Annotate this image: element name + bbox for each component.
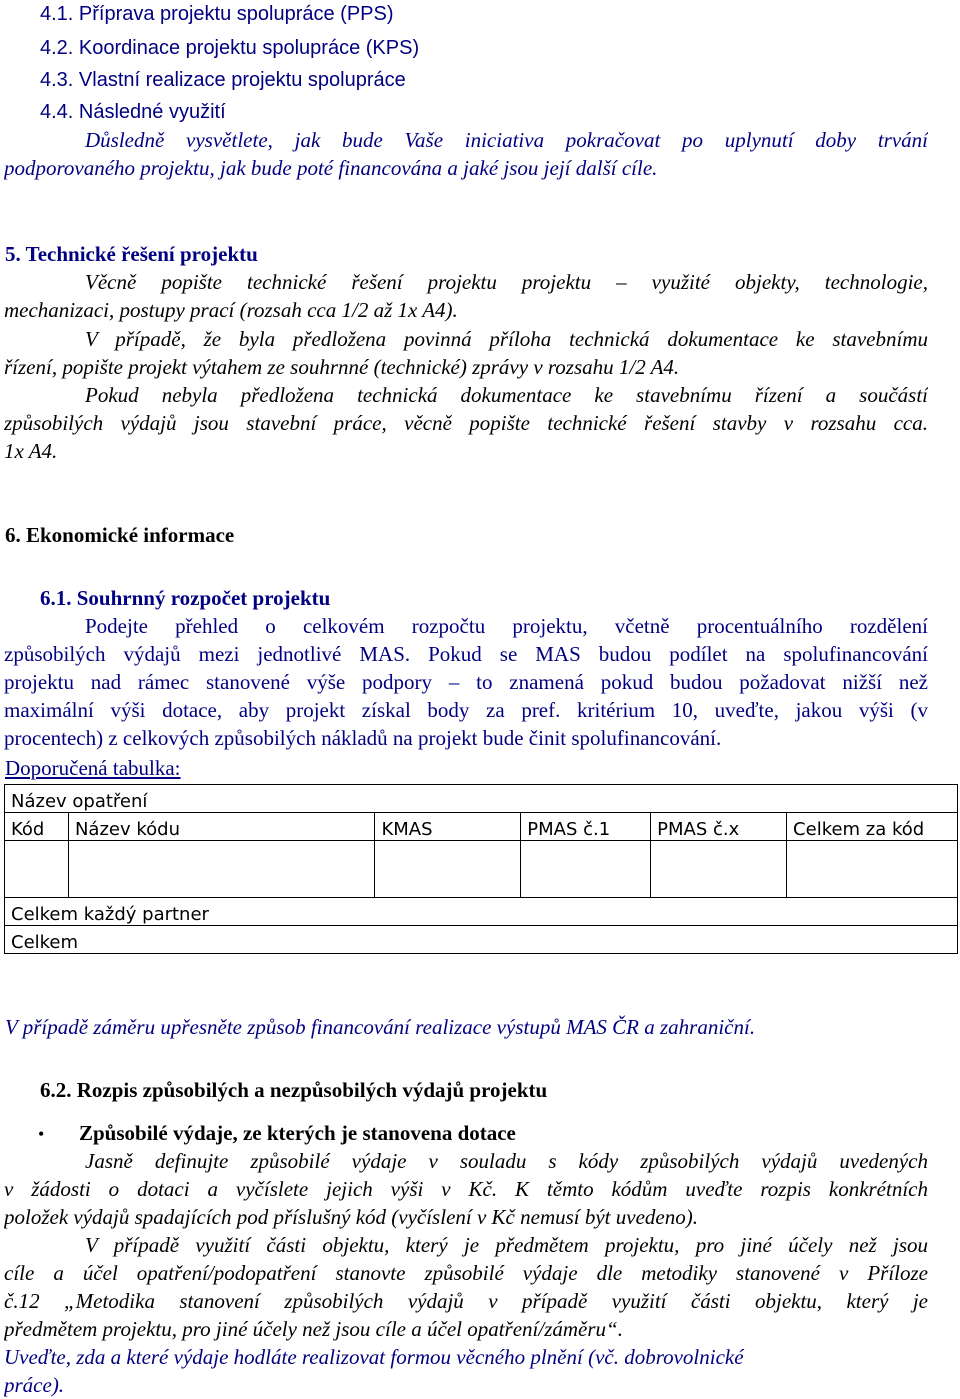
- table-row-empty: [5, 841, 958, 898]
- paragraph-line: práce).: [4, 1373, 65, 1397]
- paragraph-6-2b: [4, 1231, 928, 1343]
- table-cell-measure: Název opatření: [5, 785, 958, 813]
- table-header-cell: PMAS č.1: [521, 813, 651, 841]
- table-cell[interactable]: [787, 841, 958, 898]
- table-header-cell: PMAS č.x: [651, 813, 787, 841]
- paragraph-5b: [4, 325, 928, 381]
- paragraph-line: Důsledně vysvětlete, jak bude Vaše iniciativa pokračovat po uplynutí doby trvání: [85, 128, 928, 152]
- bullet-icon: •: [38, 1124, 45, 1144]
- paragraph-6-2a: [4, 1147, 928, 1231]
- heading-6-1: 6.1. Souhrnný rozpočet projektu: [40, 586, 331, 610]
- table-header-cell: Celkem za kód: [787, 813, 958, 841]
- paragraph-line: 1x A4.: [4, 439, 58, 463]
- table-cell-grand-total: Celkem: [5, 926, 958, 954]
- paragraph-line: položek výdajů spadajících pod příslušný kód (vyčíslení v Kč nemusí být uvedeno).: [4, 1205, 698, 1229]
- table-row: [5, 898, 958, 926]
- paragraph-line: cíle a účel opatření/podopatření stanovte způsobilé výdaje dle metodiky stanovené v Příloze: [4, 1261, 928, 1285]
- table-header-cell: Kód: [5, 813, 69, 841]
- paragraph-4-4: [4, 126, 928, 182]
- paragraph-5c: [4, 381, 928, 465]
- table-header-cell: KMAS: [375, 813, 521, 841]
- paragraph-5a: [4, 268, 928, 324]
- paragraph-line: projektu nad rámec stanovené výše podpory – to znamená pokud budou požadovat nižší než: [4, 670, 928, 694]
- table-cell-partner-total: Celkem každý partner: [5, 898, 958, 926]
- paragraph-line: Podejte přehled o celkovém rozpočtu projektu, včetně procentuálního rozdělení: [85, 614, 928, 638]
- table-header-row: [5, 813, 958, 841]
- heading-4-2: 4.2. Koordinace projektu spolupráce (KPS): [40, 37, 420, 59]
- heading-6-2: 6.2. Rozpis způsobilých a nezpůsobilých výdajů projektu: [40, 1078, 548, 1102]
- paragraph-line: řízení, popište projekt výtahem ze souhrnné (technické) zprávy v rozsahu 1/2 A4.: [4, 355, 680, 379]
- heading-eligible-expenses: Způsobilé výdaje, ze kterých je stanovena dotace: [79, 1121, 516, 1145]
- paragraph-line: maximální výši dotace, aby projekt získal body za pref. kritérium 10, uveďte, jakou výši (v: [4, 698, 928, 722]
- paragraph-line: v žádosti o dotaci a vyčíslete jejich výši v Kč. K těmto kódům uveďte rozpis konkrétních: [4, 1177, 928, 1201]
- table-cell[interactable]: [521, 841, 651, 898]
- paragraph-line: V případě využití části objektu, který je předmětem projektu, pro jiné účely než jsou: [85, 1233, 928, 1257]
- heading-6: 6. Ekonomické informace: [5, 523, 235, 547]
- note-mas-financing: V případě záměru upřesněte způsob financování realizace výstupů MAS ČR a zahraniční.: [5, 1015, 756, 1039]
- paragraph-6-2c: [4, 1343, 928, 1399]
- paragraph-6-1: [4, 612, 928, 752]
- heading-5: 5. Technické řešení projektu: [5, 242, 258, 266]
- table-header-cell: Název kódu: [68, 813, 375, 841]
- paragraph-line: Pokud nebyla předložena technická dokumentace ke stavebnímu řízení a součástí: [85, 383, 928, 407]
- table-cell[interactable]: [651, 841, 787, 898]
- budget-table: [4, 784, 958, 954]
- paragraph-line: Věcně popište technické řešení projektu projektu – využité objekty, technologie,: [85, 270, 928, 294]
- paragraph-line: podporovaného projektu, jak bude poté financována a jaké jsou její další cíle.: [4, 156, 658, 180]
- table-cell[interactable]: [375, 841, 521, 898]
- paragraph-line: mechanizaci, postupy prací (rozsah cca 1/2 až 1x A4).: [4, 298, 458, 322]
- paragraph-line: Uveďte, zda a které výdaje hodláte realizovat formou věcného plnění (vč. dobrovolnické: [4, 1345, 744, 1369]
- paragraph-line: Jasně definujte způsobilé výdaje v souladu s kódy způsobilých výdajů uvedených: [85, 1149, 928, 1173]
- paragraph-line: V případě, že byla předložena povinná příloha technická dokumentace ke stavebnímu: [85, 327, 928, 351]
- table-caption: Doporučená tabulka:: [5, 756, 181, 780]
- table-cell[interactable]: [68, 841, 375, 898]
- paragraph-line: procentech) z celkových způsobilých nákladů na projekt bude činit spolufinancování.: [4, 726, 722, 750]
- heading-4-3: 4.3. Vlastní realizace projektu spolupráce: [40, 69, 406, 91]
- paragraph-line: předmětem projektu, pro jiné účely než jsou cíle a účel opatření/záměru“.: [4, 1317, 623, 1341]
- table-row: [5, 926, 958, 954]
- heading-4-4: 4.4. Následné využití: [40, 101, 226, 123]
- table-cell[interactable]: [5, 841, 69, 898]
- heading-4-1: 4.1. Příprava projektu spolupráce (PPS): [40, 3, 394, 25]
- paragraph-line: způsobilých výdajů mezi jednotlivé MAS. Pokud se MAS budou podílet na spolufinancování: [4, 642, 928, 666]
- paragraph-line: č.12 „Metodika stanovení způsobilých výdajů v případě využití části objektu, který je: [4, 1289, 928, 1313]
- paragraph-line: způsobilých výdajů jsou stavební práce, věcně popište technické řešení stavby v rozsahu cca.: [4, 411, 928, 435]
- table-row: [5, 785, 958, 813]
